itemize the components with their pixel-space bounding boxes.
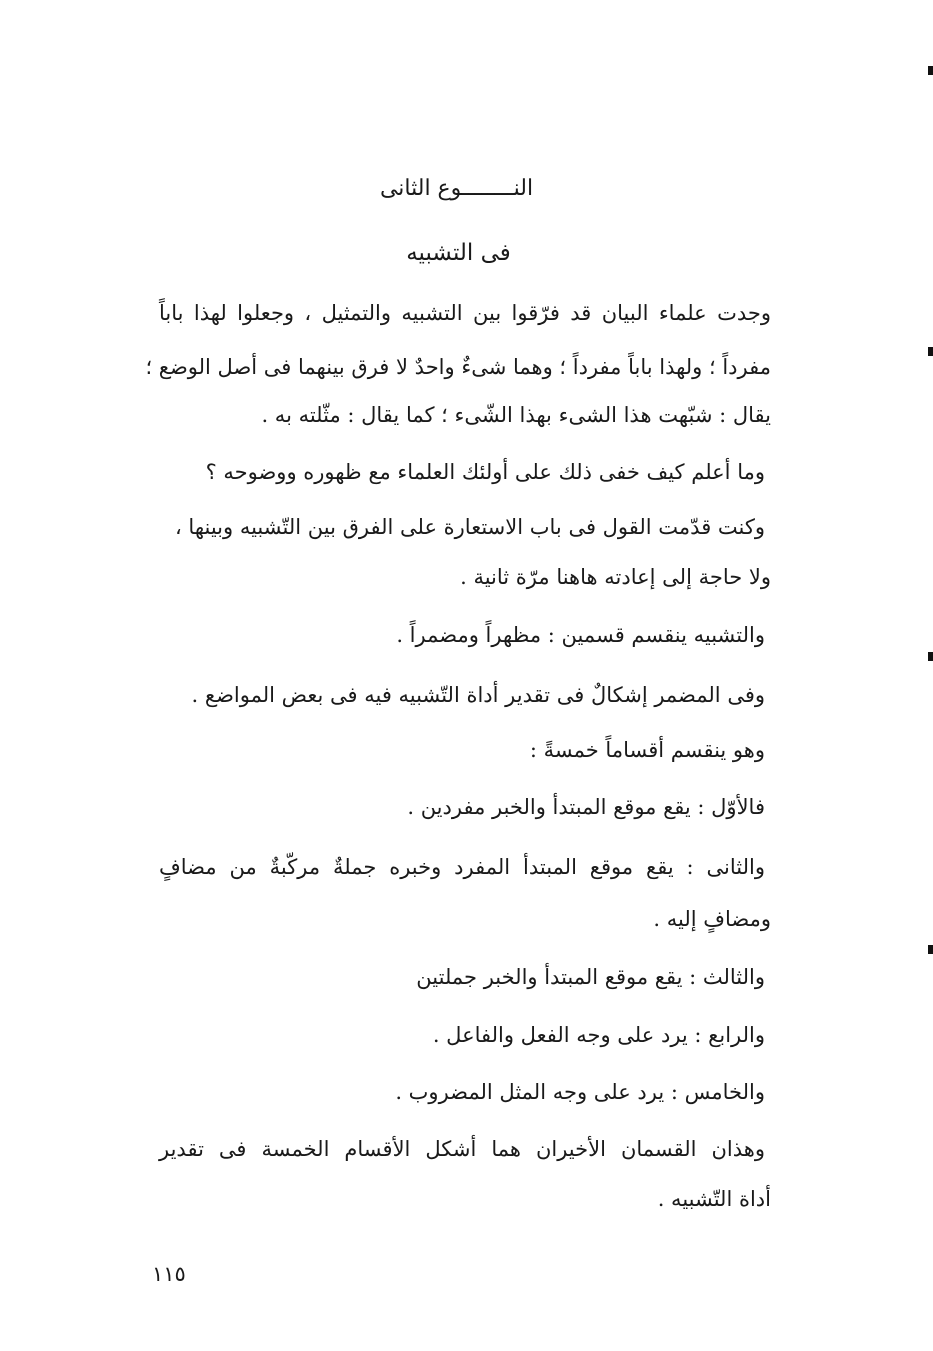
section-subtitle: فى التشبيه — [406, 240, 511, 266]
text-line-17: أداة التّشبيه . — [657, 1187, 771, 1211]
text-line-14: والرابع : يرد على وجه الفعل والفاعل . — [432, 1023, 765, 1047]
text-line-15: والخامس : يرد على وجه المثل المضروب . — [395, 1080, 765, 1104]
text-line-4: وما أعلم كيف خفى ذلك على أولئك العلماء مع ظهوره ووضوحه ؟ — [205, 460, 765, 484]
page-number: ١١٥ — [152, 1262, 186, 1286]
text-line-9: وهو ينقسم أقساماً خمسةً : — [529, 738, 765, 762]
text-line-11: والثانى : يقع موقع المبتدأ المفرد وخبره جملةٌ مركّبةٌ من مضافٍ — [159, 855, 765, 879]
scan-edge-mark — [928, 652, 933, 661]
text-line-5: وكنت قدّمت القول فى باب الاستعارة على الفرق بين التّشبيه وبينها ، — [174, 515, 765, 539]
text-line-13: والثالث : يقع موقع المبتدأ والخبر جملتين — [416, 965, 765, 989]
text-line-8: وفى المضمر إشكالٌ فى تقدير أداة التّشبيه فيه فى بعض المواضع . — [191, 683, 765, 707]
scan-edge-mark — [928, 66, 933, 75]
text-line-12: ومضافٍ إليه . — [653, 907, 771, 931]
text-line-1: وجدت علماء البيان قد فرّقوا بين التشبيه والتمثيل ، وجعلوا لهذا باباً — [159, 301, 771, 325]
chapter-title: النــــــــوع الثانى — [379, 176, 534, 201]
scan-edge-mark — [928, 945, 933, 954]
text-line-7: والتشبيه ينقسم قسمين : مظهراً ومضمراً . — [396, 623, 765, 647]
scan-edge-mark — [928, 347, 933, 356]
text-line-10: فالأوّل : يقع موقع المبتدأ والخبر مفردين . — [407, 795, 765, 819]
text-line-2: مفرداً ؛ ولهذا باباً مفرداً ؛ وهما شىءٌ واحدٌ لا فرق بينهما فى أصل الوضع ؛ — [145, 355, 771, 379]
text-line-3: يقال : شبّهت هذا الشىء بهذا الشّىء ؛ كما يقال : مثّلته به . — [261, 403, 771, 427]
text-line-6: ولا حاجة إلى إعادته هاهنا مرّة ثانية . — [460, 565, 771, 589]
text-line-16: وهذان القسمان الأخيران هما أشكل الأقسام الخمسة فى تقدير — [159, 1137, 765, 1161]
